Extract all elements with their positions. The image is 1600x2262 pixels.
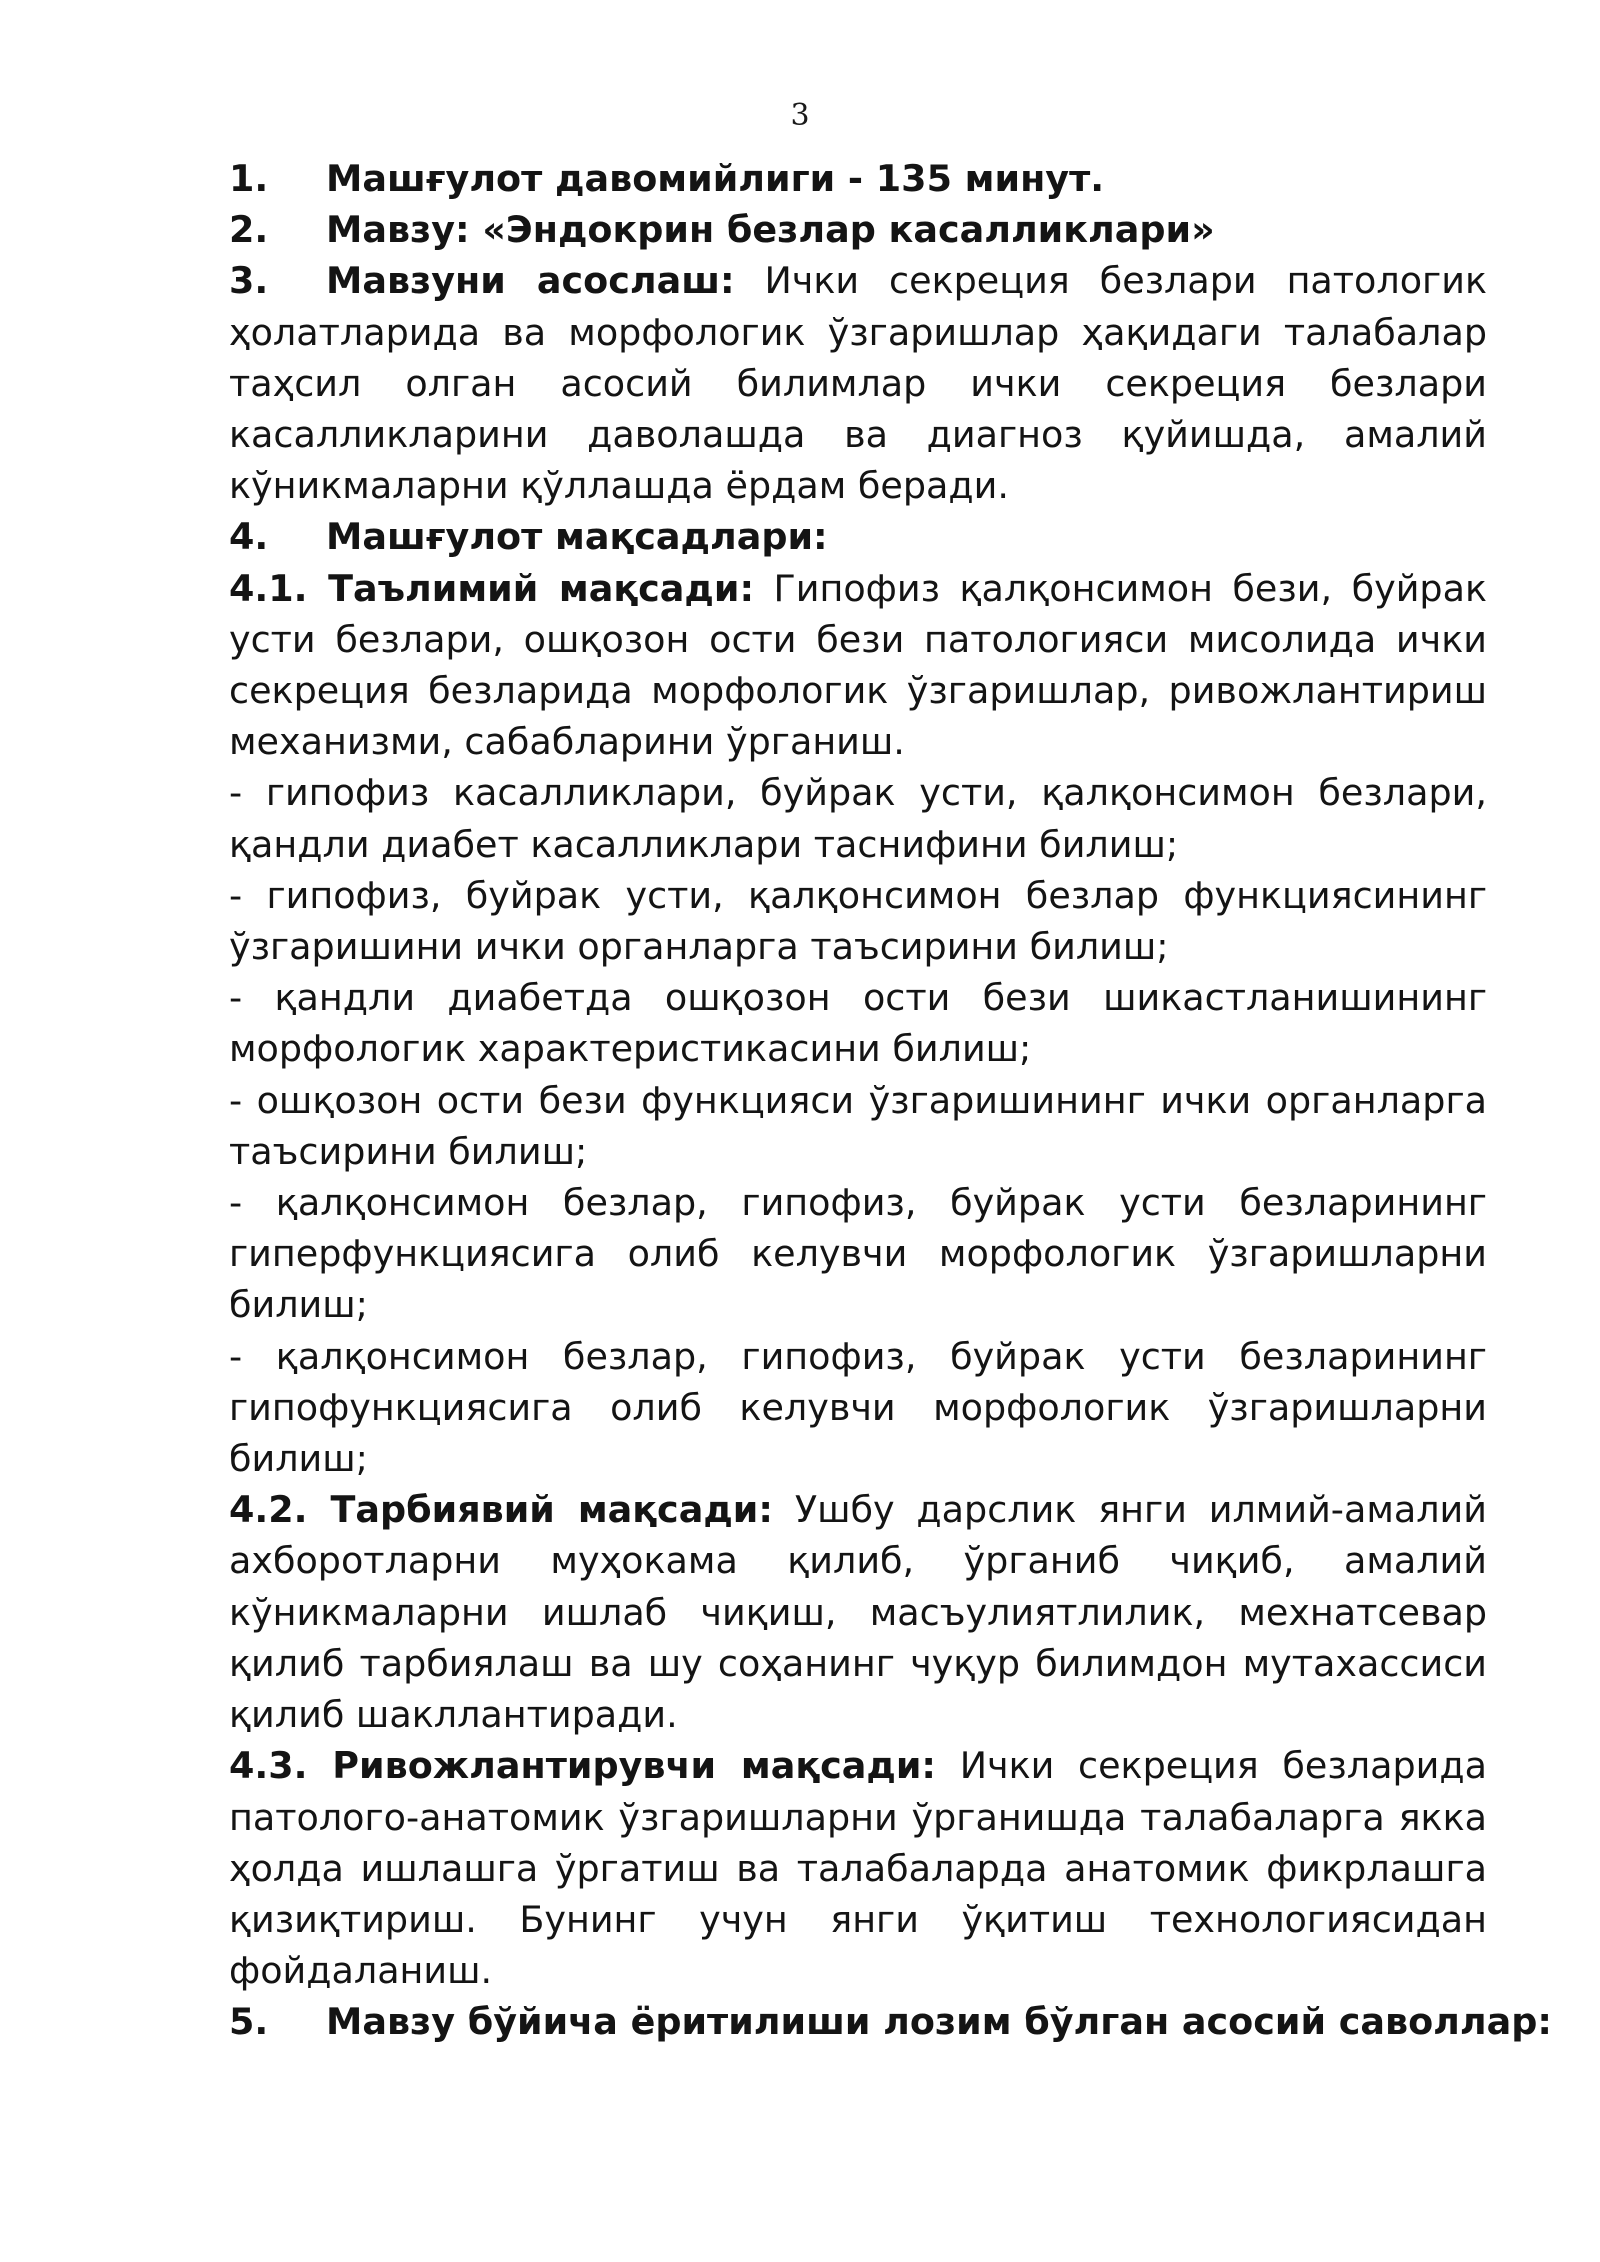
section-number: 5.: [229, 2000, 269, 2044]
section-4-2-paragraph: [229, 1484, 1487, 1740]
bullet-item: - қандли диабетда ошқозон ости бези шикастланишининг морфологик характеристикасини билиш;: [229, 976, 1487, 1071]
bullet-item: - қалқонсимон безлар, гипофиз, буйрак усти безларининг гиперфункциясига олиб келувчи морфологик ўзгаришларни билиш;: [229, 1181, 1487, 1327]
bullet-item: - қалқонсимон безлар, гипофиз, буйрак усти безларининг гипофункциясига олиб келувчи морфологик ўзгаришларни билиш;: [229, 1334, 1487, 1481]
section-title: Мавзу: «Эндокрин безлар касалликлари»: [326, 208, 1215, 252]
bullet-item: - гипофиз, буйрак усти, қалқонсимон безлар функциясининг ўзгаришини ички органларга таъсирини билиш;: [229, 873, 1487, 969]
section-text: Ушбу дарслик янги илмий-амалий ахборотларни муҳокама қилиб, ўрганиб чиқиб, амалий кўникмаларни ишлаб чиқиш, масъулиятлилик, мехнатсевар қилиб тарбиялаш ва шу соҳанинг чуқур билимдон мутахассиси қилиб шакллантиради.: [229, 1488, 1488, 1737]
section-2-heading: [229, 204, 1487, 255]
section-label: 4.2. Тарбиявий мақсади:: [229, 1488, 773, 1532]
section-3-paragraph: [229, 255, 1487, 511]
section-title: Машғулот мақсадлари:: [326, 515, 828, 559]
bullet-item: - гипофиз касалликлари, буйрак усти, қалқонсимон безлари, қандли диабет касалликлари таснифини билиш;: [229, 771, 1487, 866]
document-body: [229, 153, 1552, 2048]
section-4-1-paragraph: [229, 563, 1487, 768]
section-text: Гипофиз қалқонсимон бези, буйрак усти безлари, ошқозон ости бези патологияси мисолида ички секреция безларида морфологик ўзгаришлар, ривожлантириш механизми, сабабларини ўрганиш.: [229, 566, 1487, 764]
section-5-heading: [229, 1996, 1552, 2047]
bullet-item: - ошқозон ости бези функцияси ўзгаришининг ички органларга таъсирини билиш;: [229, 1078, 1487, 1173]
section-label: 4.1. Таълимий мақсади:: [229, 566, 755, 610]
section-4-3-paragraph: [229, 1740, 1487, 1996]
section-text: Ички секреция безларида патолого-анатомик ўзгаришларни ўрганишда талабаларга якка ҳолда ишлашга ўргатиш ва талабаларда анатомик фикрлашга қизиқтириш. Бунинг учун янги ўқитиш технологиясидан фойдаланиш.: [229, 1744, 1487, 1993]
page-number: 3: [790, 98, 810, 133]
section-text: Ички секреция безлари патологик ҳолатларида ва морфологик ўзгаришлар ҳақидаги талабалар таҳсил олган асосий билимлар ички секреция безлари касалликларини даволашда ва диагноз қуйишда, амалий кўникмаларни қўллашда ёрдам беради.: [229, 259, 1487, 508]
section-label: 4.3. Ривожлантирувчи мақсади:: [229, 1744, 937, 1788]
section-title: Машғулот давомийлиги - 135 минут.: [326, 157, 1105, 200]
section-number: 2.: [229, 208, 269, 252]
section-number: 4.: [229, 515, 269, 559]
section-number: 3.: [229, 259, 269, 303]
section-label: Мавзуни асослаш:: [326, 259, 735, 303]
section-title: Мавзу бўйича ёритилиши лозим бўлган асосий саволлар:: [326, 2000, 1552, 2044]
section-number: 1.: [229, 157, 269, 200]
section-1-heading: [229, 153, 1487, 204]
section-4-heading: [229, 511, 1487, 562]
